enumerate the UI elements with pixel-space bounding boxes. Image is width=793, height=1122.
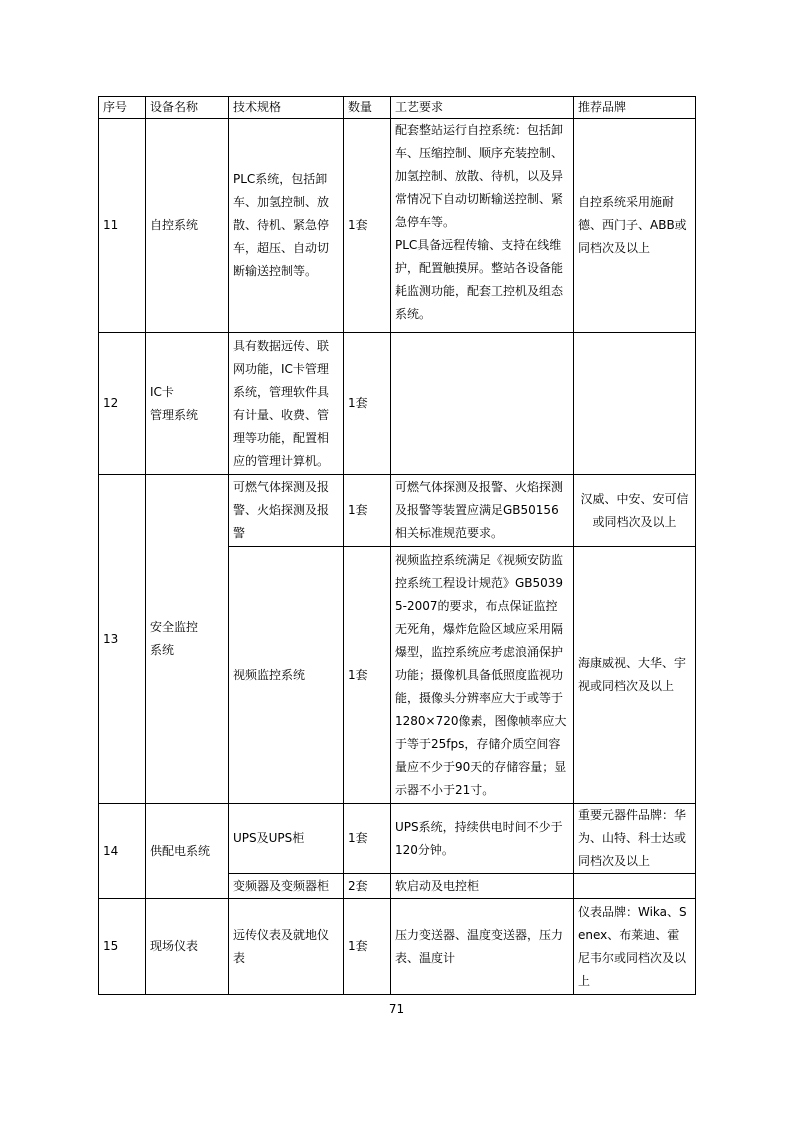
tech-spec: PLC系统，包括卸车、加氢控制、放散、待机、紧急停车，超压、自动切断输送控制等。 — [229, 119, 344, 333]
table-row — [99, 475, 696, 547]
recommended-brand: 海康威视、大华、宇视或同档次及以上 — [574, 547, 696, 804]
recommended-brand — [574, 874, 696, 899]
table-row — [99, 119, 696, 333]
quantity: 1套 — [344, 119, 391, 333]
header-cell: 推荐品牌 — [574, 97, 696, 119]
table-row — [99, 333, 696, 475]
equipment-table — [98, 96, 696, 995]
process-requirement: 压力变送器、温度变送器，压力表、温度计 — [391, 899, 574, 995]
tech-spec: 具有数据远传、联网功能，IC卡管理系统，管理软件具有计量、收费、管理等功能，配置相应的管理计算机。 — [229, 333, 344, 475]
quantity: 1套 — [344, 475, 391, 547]
quantity: 2套 — [344, 874, 391, 899]
recommended-brand — [574, 333, 696, 475]
process-requirement: UPS系统，持续供电时间不少于120分钟。 — [391, 804, 574, 874]
quantity: 1套 — [344, 333, 391, 475]
name-line: 安全监控 — [150, 620, 199, 634]
tech-spec: UPS及UPS柜 — [229, 804, 344, 874]
equipment-name — [146, 475, 229, 804]
name-line: IC卡 — [150, 384, 174, 399]
page-number: 71 — [388, 1002, 405, 1016]
recommended-brand: 重要元器件品牌：华为、山特、科士达或同档次及以上 — [574, 804, 696, 874]
header-cell: 技术规格 — [229, 97, 344, 119]
tech-spec: 远传仪表及就地仪表 — [229, 899, 344, 995]
equipment-name: 现场仪表 — [146, 899, 229, 995]
row-number: 12 — [99, 333, 146, 475]
tech-spec: 可燃气体探测及报警、火焰探测及报警 — [229, 475, 344, 547]
recommended-brand: 仪表品牌：Wika、Senex、布莱迪、霍尼韦尔或同档次及以上 — [574, 899, 696, 995]
table-row — [99, 804, 696, 874]
row-number: 13 — [99, 475, 146, 804]
row-number: 15 — [99, 899, 146, 995]
quantity: 1套 — [344, 547, 391, 804]
process-requirement: 视频监控系统满足《视频安防监控系统工程设计规范》GB50395-2007的要求，布点保证监控无死角，爆炸危险区域应采用隔爆型，监控系统应考虑浪涌保护功能；摄像机具备低照度监视功能，摄像头分辨率应大于或等于1280×720像素，图像帧率应大于等于25fps，存储介质空间容量应不少于90天的存储容量；显示器不小于21寸。 — [391, 547, 574, 804]
equipment-name: 自控系统 — [146, 119, 229, 333]
table-row — [99, 899, 696, 995]
row-number: 11 — [99, 119, 146, 333]
name-line: 管理系统 — [150, 407, 199, 422]
requirement-paragraph: 配套整站运行自控系统：包括卸车、压缩控制、顺序充装控制、加氢控制、放散、待机，以及异常情况下自动切断输送控制、紧急停车等。 — [395, 123, 564, 229]
equipment-name: 供配电系统 — [146, 804, 229, 899]
tech-spec: 视频监控系统 — [229, 547, 344, 804]
process-requirement: 软启动及电控柜 — [391, 874, 574, 899]
recommended-brand: 自控系统采用施耐德、西门子、ABB或同档次及以上 — [574, 119, 696, 333]
header-cell: 设备名称 — [146, 97, 229, 119]
quantity: 1套 — [344, 804, 391, 874]
row-number: 14 — [99, 804, 146, 899]
quantity: 1套 — [344, 899, 391, 995]
tech-spec: 变频器及变频器柜 — [229, 874, 344, 899]
process-requirement: 可燃气体探测及报警、火焰探测及报警等装置应满足GB50156相关标准规范要求。 — [391, 475, 574, 547]
requirement-paragraph: PLC具备远程传输、支持在线维护，配置触摸屏。整站各设备能耗监测功能，配套工控机及组态系统。 — [395, 238, 564, 321]
header-cell: 工艺要求 — [391, 97, 574, 119]
process-requirement — [391, 333, 574, 475]
header-cell: 数量 — [344, 97, 391, 119]
equipment-name — [146, 333, 229, 475]
name-line: 系统 — [150, 643, 175, 657]
process-requirement — [391, 119, 574, 333]
table-header-row — [99, 97, 696, 119]
header-cell: 序号 — [99, 97, 146, 119]
recommended-brand: 汉威、中安、安可信或同档次及以上 — [574, 475, 696, 547]
